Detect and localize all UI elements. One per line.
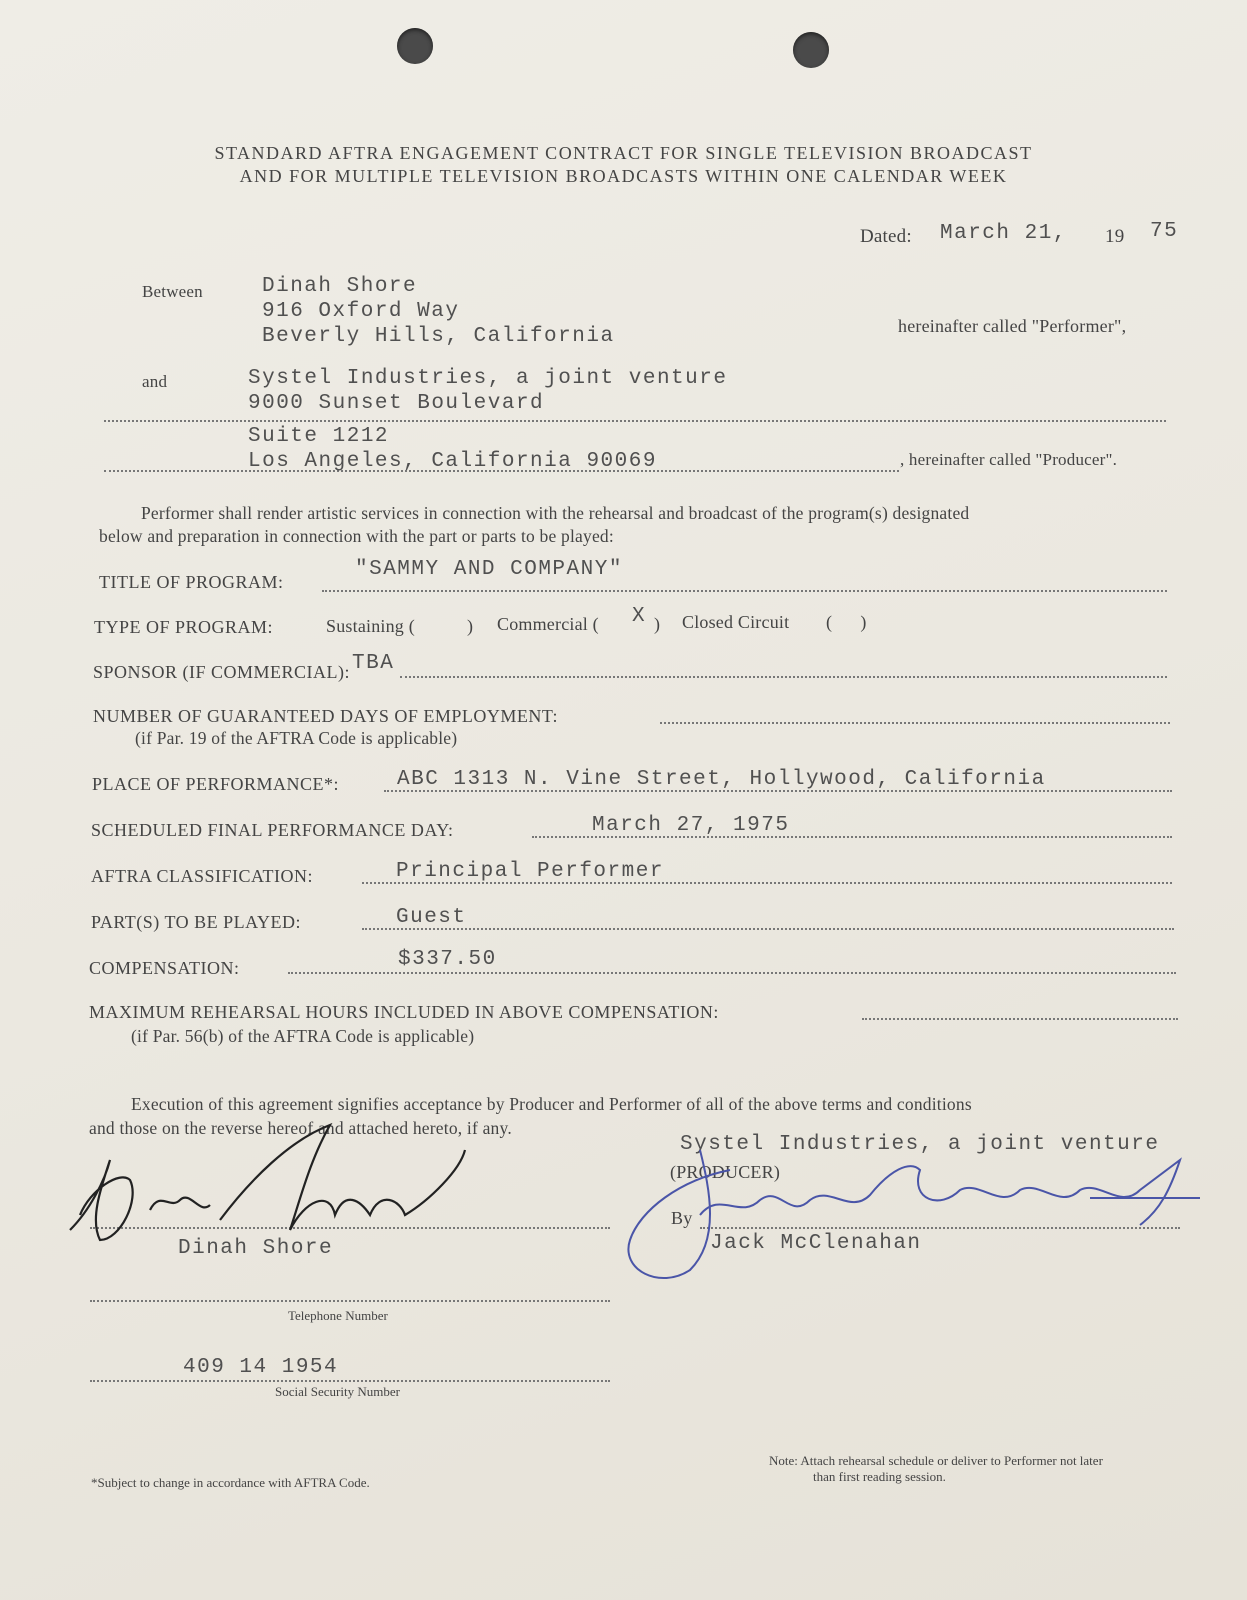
note-line1: Note: Attach rehearsal schedule or deliver to Performer not later <box>769 1453 1103 1468</box>
dotted-line <box>288 972 1176 974</box>
producer-name: Systel Industries, a joint venture <box>248 367 728 390</box>
dated-label: Dated: <box>860 226 912 247</box>
ssn-label: Social Security Number <box>275 1384 400 1399</box>
telephone-label: Telephone Number <box>288 1308 388 1323</box>
title-of-program-label: TITLE OF PROGRAM: <box>99 572 284 592</box>
telephone-line <box>90 1300 610 1302</box>
performer-suffix: hereinafter called "Performer", <box>898 316 1127 336</box>
punch-hole <box>397 28 433 64</box>
final-performance-day-value: March 27, 1975 <box>592 814 790 837</box>
aftra-classification-value: Principal Performer <box>396 860 664 883</box>
type-commercial-checkmark: X <box>632 605 647 628</box>
ssn-line <box>90 1380 610 1382</box>
type-of-program-label: TYPE OF PROGRAM: <box>94 617 274 637</box>
dotted-line <box>862 1018 1178 1020</box>
dotted-line <box>400 676 1167 678</box>
between-label: Between <box>142 282 203 301</box>
compensation-value: $337.50 <box>398 948 497 971</box>
performer-signature <box>60 1120 480 1260</box>
type-closed-circuit-paren: ( ) <box>826 612 867 632</box>
producer-suffix: , hereinafter called "Producer". <box>900 450 1118 469</box>
sponsor-label: SPONSOR (IF COMMERCIAL): <box>93 662 351 682</box>
performer-address: 916 Oxford Way <box>262 300 460 323</box>
type-sustaining-option: Sustaining ( <box>326 616 415 636</box>
producer-city: Los Angeles, California 90069 <box>248 450 657 473</box>
guaranteed-days-label: NUMBER OF GUARANTEED DAYS OF EMPLOYMENT: <box>93 706 558 726</box>
year-prefix: 19 <box>1105 226 1125 247</box>
type-commercial-close: ) <box>654 614 661 634</box>
producer-signer-name: Jack McClenahan <box>710 1232 922 1255</box>
footnote: *Subject to change in accordance with AFTRA Code. <box>91 1475 370 1490</box>
performer-printed-name: Dinah Shore <box>178 1237 334 1260</box>
by-label: By <box>671 1208 693 1228</box>
intro-line2: below and preparation in connection with the part or parts to be played: <box>99 526 614 546</box>
producer-label: (PRODUCER) <box>670 1162 781 1182</box>
dotted-line <box>362 882 1172 884</box>
parts-to-be-played-label: PART(S) TO BE PLAYED: <box>91 912 301 932</box>
place-of-performance-label: PLACE OF PERFORMANCE*: <box>92 774 340 794</box>
place-of-performance-value: ABC 1313 N. Vine Street, Hollywood, California <box>397 768 1046 791</box>
producer-company: Systel Industries, a joint venture <box>680 1133 1160 1156</box>
type-closed-circuit-option: Closed Circuit <box>682 612 790 632</box>
punch-hole <box>793 32 829 68</box>
rehearsal-hours-label: MAXIMUM REHEARSAL HOURS INCLUDED IN ABOVE COMPENSATION: <box>89 1002 719 1022</box>
guaranteed-days-note: (if Par. 19 of the AFTRA Code is applicable) <box>135 728 458 748</box>
dotted-line <box>660 722 1170 724</box>
note-line2: than first reading session. <box>813 1469 946 1484</box>
aftra-classification-label: AFTRA CLASSIFICATION: <box>91 866 314 886</box>
parts-to-be-played-value: Guest <box>396 906 467 929</box>
execution-line1: Execution of this agreement signifies acceptance by Producer and Performer of all of the above terms and conditions <box>131 1094 972 1114</box>
rehearsal-hours-note: (if Par. 56(b) of the AFTRA Code is applicable) <box>131 1026 475 1046</box>
dotted-line <box>104 420 1166 422</box>
performer-city: Beverly Hills, California <box>262 325 615 348</box>
intro-line1: Performer shall render artistic services in connection with the rehearsal and broadcast of the program(s) designated <box>141 503 970 523</box>
type-commercial-option: Commercial ( <box>497 614 599 634</box>
dotted-line <box>322 590 1167 592</box>
title-of-program-value: "SAMMY AND COMPANY" <box>355 558 623 581</box>
contract-title-line1: STANDARD AFTRA ENGAGEMENT CONTRACT FOR SINGLE TELEVISION BROADCAST <box>214 143 1033 163</box>
dotted-line <box>362 928 1174 930</box>
execution-line2: and those on the reverse hereof and attached hereto, if any. <box>89 1118 512 1138</box>
year-value: 75 <box>1150 220 1179 243</box>
producer-signature <box>620 1130 1220 1300</box>
producer-suite: Suite 1212 <box>248 425 390 448</box>
dated-value: March 21, <box>940 222 1067 245</box>
sponsor-value: TBA <box>352 652 395 675</box>
performer-name: Dinah Shore <box>262 275 418 298</box>
compensation-label: COMPENSATION: <box>89 958 240 978</box>
and-label: and <box>142 372 168 391</box>
final-performance-day-label: SCHEDULED FINAL PERFORMANCE DAY: <box>91 820 454 840</box>
dotted-line <box>532 836 1172 838</box>
ssn-value: 409 14 1954 <box>183 1356 339 1379</box>
contract-title-line2: AND FOR MULTIPLE TELEVISION BROADCASTS WITHIN ONE CALENDAR WEEK <box>239 166 1008 186</box>
dotted-line <box>384 790 1172 792</box>
producer-address: 9000 Sunset Boulevard <box>248 392 545 415</box>
type-sustaining-close: ) <box>467 616 474 636</box>
